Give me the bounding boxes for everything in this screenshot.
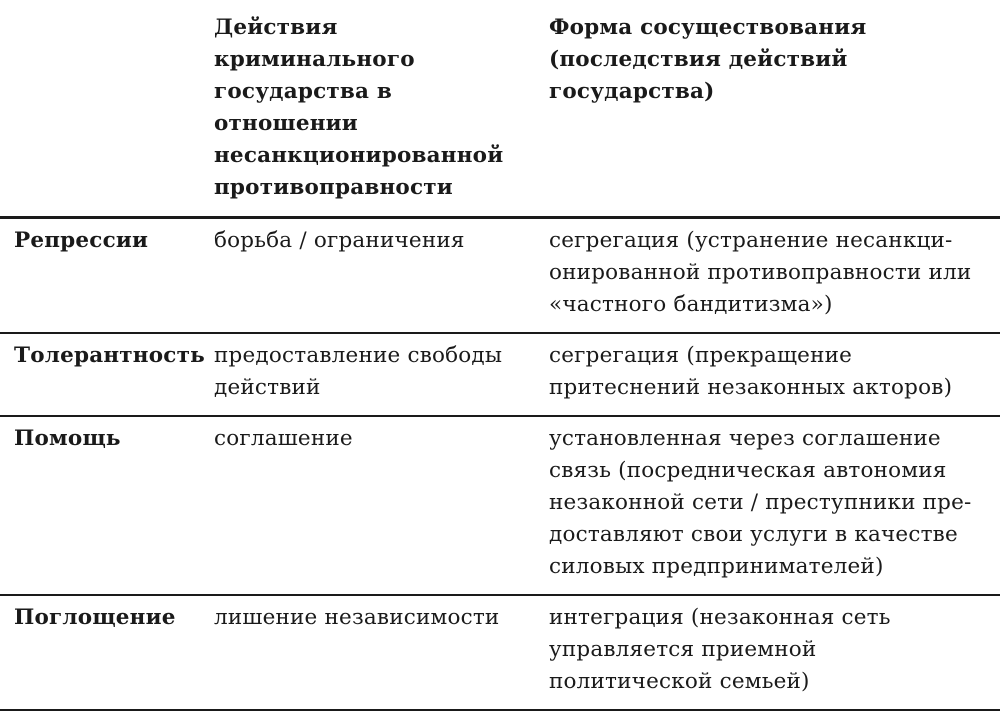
- row-label: Помощь: [14, 426, 121, 451]
- header-state-actions: Действия криминального государства в отношении несанкционированной противоправности: [214, 15, 504, 200]
- row-label: Репрессии: [14, 228, 149, 253]
- table-row: [0, 218, 1000, 334]
- row-label: Поглощение: [14, 605, 176, 630]
- table-body: [0, 218, 1000, 711]
- header-empty-cell: [0, 0, 200, 218]
- row-form: сегрегация (прекращение притеснений незаконных акторов): [549, 343, 953, 400]
- row-action: предоставление свободы действий: [214, 343, 503, 400]
- header-row: [0, 0, 1000, 218]
- row-action: лишение независимости: [214, 605, 500, 630]
- table-header: [0, 0, 1000, 218]
- row-form: установленная через соглашение связь (посредническая автономия незаконной сети / преступники пре-доставляют свои услуги в качестве силовых предпринимателей): [549, 426, 972, 579]
- header-coexistence-form: Форма сосуществования (последствия действий государства): [549, 15, 867, 104]
- row-form: интеграция (незаконная сеть управляется приемной политической семьей): [549, 605, 891, 694]
- row-action: борьба / ограничения: [214, 228, 465, 253]
- table-row: [0, 333, 1000, 416]
- row-label: Толерантность: [14, 343, 205, 368]
- table-row: [0, 595, 1000, 710]
- row-action: соглашение: [214, 426, 353, 451]
- table-row: [0, 416, 1000, 595]
- row-form: сегрегация (устранение несанкци-онированной противоправности или «частного бандитизма»): [549, 228, 972, 317]
